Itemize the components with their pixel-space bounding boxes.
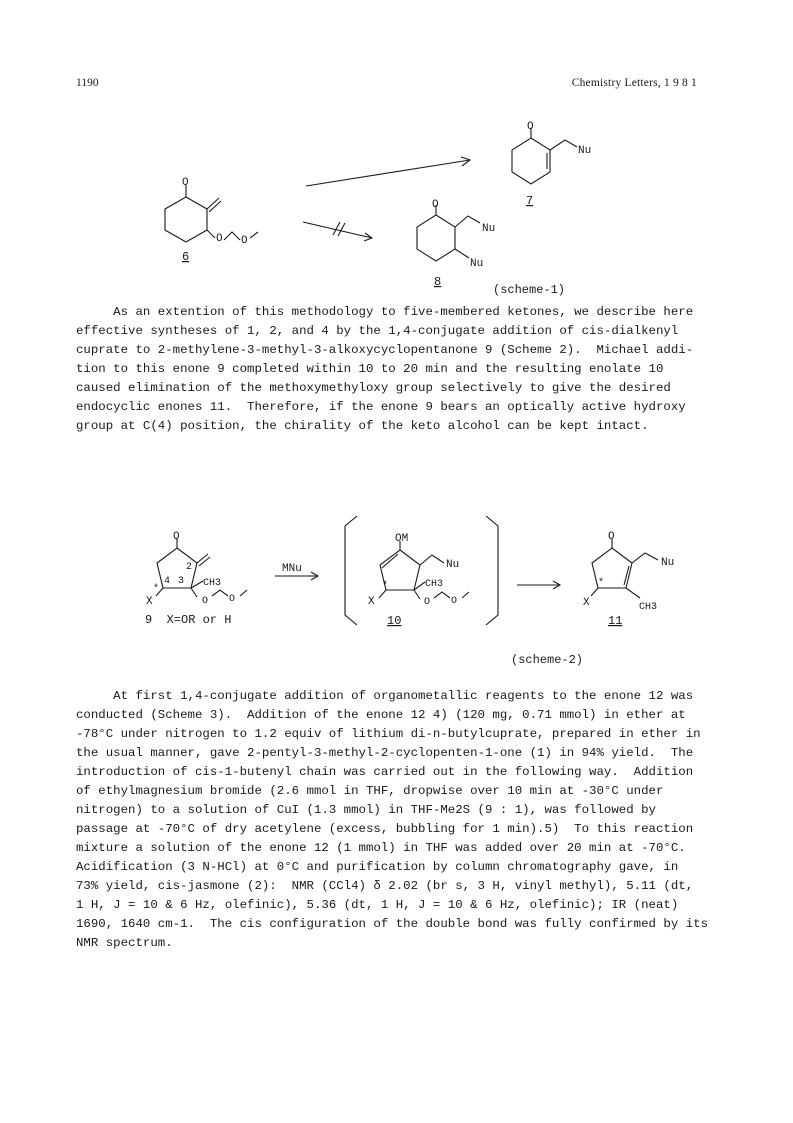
compound-9-x: X [146,596,153,608]
page-number: 1190 [76,77,99,89]
compound-10-ch3: CH3 [425,579,444,590]
paragraph-1-line: effective syntheses of 1, 2, and 4 by the 1,4-conjugate addition of cis-dialkenyl [76,324,679,338]
compound-11-stereo-star: * [598,578,605,589]
compound-11-oxo: O [608,531,615,543]
compound-11-label: 11 [608,614,623,628]
compound-10-om: OM [395,533,409,545]
compound-6-structure [165,185,258,242]
compound-11-nu: Nu [661,557,675,569]
compound-6-ether-o2: O [241,235,248,247]
paragraph-2-line: passage at -70°C of dry acetylene (excess, bubbling for 1 min).5) To this reaction [76,822,694,836]
compound-8-oxo: O [432,199,439,211]
compound-7-oxo: O [527,121,534,133]
paragraph-1 [76,303,732,436]
compound-10-stereo-star: * [382,581,389,592]
compound-8-nu-1: Nu [482,223,496,235]
compound-9-o2: O [229,594,236,605]
scheme-2-caption: (scheme-2) [511,653,584,667]
paragraph-2-line: NMR spectrum. [76,936,173,950]
reagent-mnu: MNu [282,563,302,575]
paragraph-1-line: group at C(4) position, the chirality of the keto alcohol can be kept intact. [76,419,649,433]
paragraph-2-line: of ethylmagnesium bromide (2.6 mmol in THF, dropwise over 10 min at -30°C under [76,784,664,798]
compound-9-position-3: 3 [178,576,185,587]
paragraph-1-line: As an extention of this methodology to five-membered ketones, we describe here [76,305,694,319]
paragraph-2-line: 1690, 1640 cm-1. The cis configuration of the double bond was fully confirmed by its [76,917,709,931]
compound-7-structure [512,128,577,184]
paragraph-2-line: conducted (Scheme 3). Addition of the enone 12 4) (120 mg, 0.71 mmol) in ether at [76,708,686,722]
journal-header: Chemistry Letters, 1 9 8 1 [571,77,697,89]
paragraph-2-line: introduction of cis-1-butenyl chain was carried out in the following way. Addition [76,765,694,779]
compound-10-x: X [368,596,375,608]
compound-7-label: 7 [526,194,534,208]
compound-8-label: 8 [434,275,442,289]
compound-10-nu: Nu [446,559,460,571]
compound-10-label: 10 [387,614,402,628]
compound-9-position-4: 4 [164,576,171,587]
compound-8-nu-2: Nu [470,258,484,270]
compound-7-nu: Nu [578,145,592,157]
compound-9-o1: O [202,596,209,607]
compound-10-o2: O [451,596,458,607]
paragraph-2-line: the usual manner, gave 2-pentyl-3-methyl-2-cyclopenten-1-one (1) in 94% yield. The [76,746,694,760]
compound-11-structure [591,539,658,598]
compound-6-oxo: O [182,177,189,189]
paragraph-1-line: caused elimination of the methoxymethyloxy group selectively to give the desired [76,381,671,395]
compound-6-ether-o: O [216,233,223,245]
compound-9-structure [156,538,247,597]
paragraph-1-line: endocyclic enones 11. Therefore, if the enone 9 bears an optically active hydroxy [76,400,686,414]
paragraph-2-line: 1 H, J = 10 & 6 Hz, olefinic), 5.36 (dt, 1 H, J = 10 & 6 Hz, olefinic); IR (neat) [76,898,679,912]
paragraph-2-line: nitrogen) to a solution of CuI (1.3 mmol) in THF-Me2S (9 : 1), was followed by [76,803,656,817]
compound-6-label: 6 [182,250,190,264]
paragraph-2-line: 73% yield, cis-jasmone (2): NMR (CCl4) δ 2.02 (br s, 3 H, vinyl methyl), 5.11 (dt, [76,879,694,893]
paragraph-2-line: Acidification (3 N-HCl) at 0°C and purification by column chromatography gave, in [76,860,679,874]
paragraph-2-line: mixture a solution of the enone 12 (1 mmol) in THF was added over 20 min at -70°C. [76,841,686,855]
scheme-2 [0,508,793,673]
scheme-1-caption: (scheme-1) [493,283,566,297]
paragraph-2 [76,687,732,953]
compound-10-o1: O [424,597,431,608]
compound-11-ch3: CH3 [639,602,658,613]
paragraph-1-line: tion to this enone 9 completed within 10 to 20 min and the resulting enolate 10 [76,362,664,376]
paragraph-2-line: At first 1,4-conjugate addition of organometallic reagents to the enone 12 was [76,689,694,703]
compound-9-position-2: 2 [186,562,193,573]
compound-9-stereo-star: * [153,584,160,595]
paragraph-2-line: -78°C under nitrogen to 1.2 equiv of lithium di-n-butylcuprate, prepared in ether in [76,727,701,741]
paragraph-1-line: cuprate to 2-methylene-3-methyl-3-alkoxycyclopentanone 9 (Scheme 2). Michael addi- [76,343,694,357]
compound-8-structure [417,205,480,261]
scheme-1 [0,110,793,300]
compound-9-ch3: CH3 [203,578,222,589]
compound-11-x: X [583,597,590,609]
compound-9-oxo: O [173,531,180,543]
compound-9-label: 9 X=OR or H [145,613,232,627]
